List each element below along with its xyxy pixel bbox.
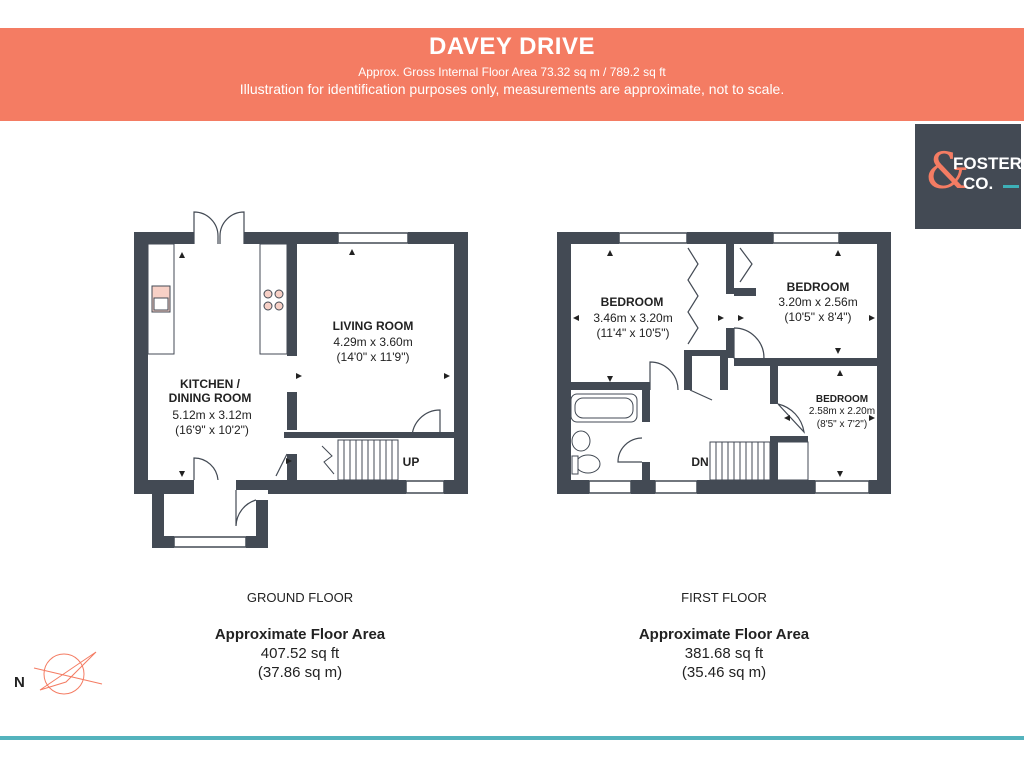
living-room-name: LIVING ROOM: [332, 319, 414, 333]
bedroom1-metric: 3.46m x 3.20m: [593, 311, 673, 325]
bedroom3-metric: 2.58m x 2.20m: [808, 406, 876, 417]
bedroom3-name: BEDROOM: [815, 394, 869, 405]
footer-accent-line: [0, 736, 1024, 740]
bedroom1-imperial: (11'4" x 10'5"): [596, 326, 670, 340]
bedroom2-name: BEDROOM: [786, 280, 850, 294]
ground-floor-label: GROUND FLOOR: [246, 590, 354, 605]
kitchen-name2: DINING ROOM: [168, 391, 252, 405]
ground-area-title: Approximate Floor Area: [214, 626, 386, 643]
stairs-up-label: UP: [402, 455, 420, 469]
first-stairs: [710, 442, 808, 480]
kitchen-name: KITCHEN /: [180, 377, 240, 391]
bedroom2-imperial: (10'5" x 8'4"): [784, 310, 852, 324]
kitchen-worktops: [148, 244, 287, 354]
first-area-sqft: 381.68 sq ft: [684, 645, 764, 662]
bedroom3-imperial: (8'5" x 7'2"): [816, 419, 868, 430]
ground-area-sqm: (37.86 sq m): [257, 664, 343, 681]
first-floor-caption: [574, 590, 874, 681]
ground-floor-plan: [134, 212, 468, 548]
bedroom1-name: BEDROOM: [600, 295, 664, 309]
logo-line1: FOSTER: [953, 154, 1022, 173]
first-floor-label: FIRST FLOOR: [681, 590, 767, 605]
compass-north-label: N: [14, 674, 25, 691]
disclaimer-text: Illustration for identification purposes only, measurements are approximate, not to scale.: [239, 81, 785, 97]
living-room-metric: 4.29m x 3.60m: [333, 335, 413, 349]
compass-icon: [34, 652, 102, 694]
first-floor-plan: [557, 232, 891, 494]
french-doors: [194, 212, 244, 244]
first-area-sqm: (35.46 sq m): [681, 664, 767, 681]
ground-stairs: [322, 440, 398, 480]
ampersand-icon: &: [925, 142, 970, 200]
first-area-title: Approximate Floor Area: [638, 626, 810, 643]
ground-floor-caption: [150, 590, 450, 681]
living-room-imperial: (14'0" x 11'9"): [336, 350, 410, 364]
kitchen-imperial: (16'9" x 10'2"): [175, 423, 249, 437]
stairs-down-label: DN: [691, 455, 709, 469]
ground-area-sqft: 407.52 sq ft: [260, 645, 340, 662]
property-title: DAVEY DRIVE: [429, 33, 595, 60]
kitchen-metric: 5.12m x 3.12m: [172, 408, 252, 422]
first-floor-walls: [557, 232, 891, 494]
bedroom2-metric: 3.20m x 2.56m: [778, 295, 858, 309]
gross-area-text: Approx. Gross Internal Floor Area 73.32 sq m / 789.2 sq ft: [358, 65, 666, 79]
logo-line2: CO.: [963, 174, 994, 193]
